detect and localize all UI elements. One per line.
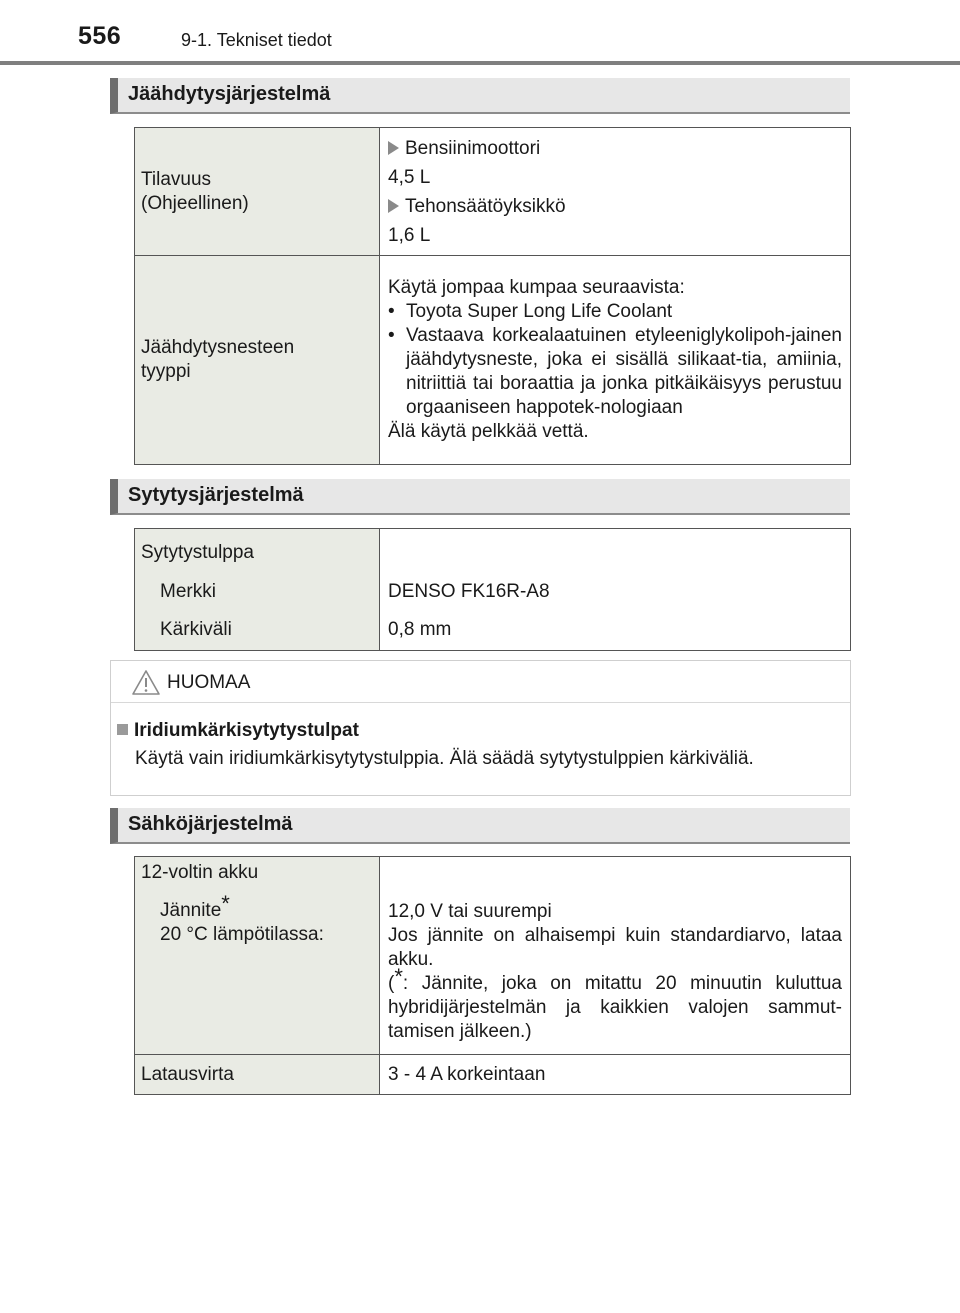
section-title: Sähköjärjestelmä [128, 813, 293, 835]
warning-icon [131, 669, 161, 696]
voltage-note: Jos jännite on alhaisempi kuin standardiarvo, lataa akku. [388, 925, 842, 970]
list-item: • Vastaava korkealaatuinen etyleeniglykolipoh-jainen jäähdytysneste, joka ei sisällä silikaat-tia, amiinia, nitriittiä tai boraattia ja jonka pitkäikäisyys perustuu orgaaniseen happotek-nologiaan [388, 325, 842, 418]
engine-value: 4,5 L [388, 166, 431, 188]
voltage-label: Jännite* [160, 890, 230, 921]
section-title: Jäähdytysjärjestelmä [128, 83, 331, 105]
cooling-table [134, 127, 851, 465]
chapter-title: 9-1. Tekniset tiedot [181, 30, 332, 50]
section-header-cooling [110, 78, 850, 114]
capacity-value [380, 128, 851, 256]
triangle-bullet-icon [388, 141, 399, 155]
section-header-electrical [110, 808, 850, 844]
coolant-label: Jäähdytysnesteen tyyppi [135, 256, 380, 465]
page-number: 556 [78, 22, 122, 50]
notice-header [111, 661, 850, 703]
notice-subtitle: Iridiumkärkisytytystulpat [117, 720, 359, 742]
section-header-ignition [110, 479, 850, 515]
capacity-label: Tilavuus (Ohjeellinen) [135, 128, 380, 256]
pcu-label: Tehonsäätöyksikkö [388, 192, 842, 221]
notice-box [110, 660, 851, 796]
spark-plug-label: Sytytystulppa Merkki Kärkiväli [135, 529, 380, 651]
charge-label: Latausvirta [135, 1055, 380, 1095]
battery-label: 12-voltin akku Jännite* 20 °C lämpötilassa: [135, 857, 380, 1055]
coolant-value [380, 256, 851, 465]
coolant-intro: Käytä jompaa kumpaa seuraavista: [388, 277, 685, 298]
voltage-footnote: (*: Jännite, joka on mitattu 20 minuutin kuluttua hybridijärjestelmän ja kaikkien valojen sammut-tamisen jälkeen.) [388, 963, 842, 1042]
spark-plug-value [380, 529, 851, 651]
coolant-warning: Älä käytä pelkkää vettä. [388, 421, 589, 442]
engine-label: Bensiinimoottori [388, 134, 842, 163]
square-bullet-icon [117, 724, 128, 735]
gap-label: Kärkiväli [160, 619, 232, 640]
notice-body: Käytä vain iridiumkärkisytytystulppia. Älä säädä sytytystulppien kärkiväliä. [135, 748, 754, 769]
battery-value [380, 857, 851, 1055]
gap-value: 0,8 mm [388, 619, 452, 640]
section-title: Sytytysjärjestelmä [128, 484, 304, 506]
electrical-table [134, 856, 851, 1095]
make-label: Merkki [160, 580, 216, 602]
voltage-value: 12,0 V tai suurempi [388, 901, 552, 922]
charge-value: 3 - 4 A korkeintaan [380, 1055, 851, 1095]
list-item: • Toyota Super Long Life Coolant [388, 301, 673, 322]
ignition-table [134, 528, 851, 651]
make-value: DENSO FK16R-A8 [388, 580, 550, 602]
table-row [135, 256, 851, 465]
table-row [135, 857, 851, 1055]
pcu-value: 1,6 L [388, 224, 431, 246]
triangle-bullet-icon [388, 199, 399, 213]
table-row [135, 128, 851, 256]
header-rule [0, 61, 960, 65]
table-row [135, 529, 851, 651]
table-row [135, 1055, 851, 1095]
notice-title: HUOMAA [167, 672, 251, 693]
voltage-temp: 20 °C lämpötilassa: [160, 924, 324, 945]
